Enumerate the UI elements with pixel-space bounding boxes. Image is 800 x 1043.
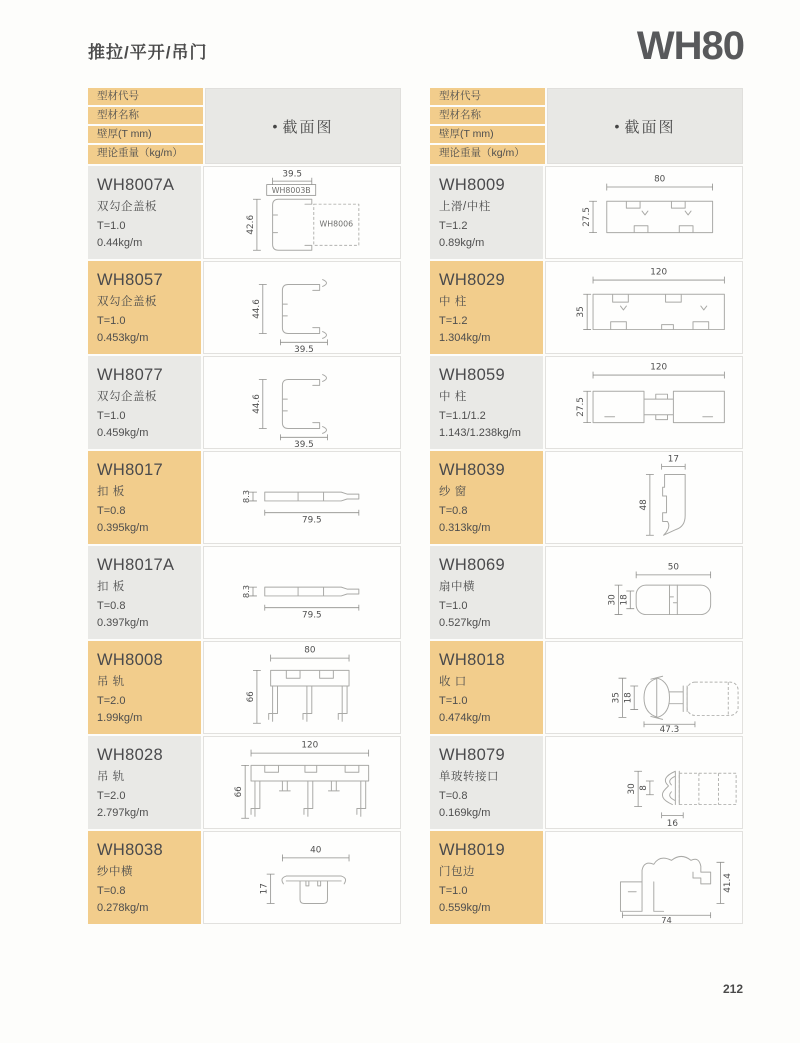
profile-thickness: T=1.0	[97, 315, 126, 327]
header-label-name: 型材名称	[88, 107, 203, 126]
header-label-weight: 理论重量（kg/m）	[88, 145, 203, 164]
dim-height: 8.3	[241, 584, 252, 598]
profile-shape	[663, 474, 686, 535]
dim-width: 39.5	[294, 344, 314, 354]
dim-width: 79.5	[301, 515, 322, 525]
header-label-name: 型材名称	[430, 107, 545, 126]
dim-width: 39.5	[294, 439, 314, 449]
dim-width: 40	[310, 845, 322, 856]
cross-section-drawing	[204, 452, 400, 544]
profile-thickness: T=1.0	[97, 220, 126, 232]
profile-diagram	[203, 451, 401, 544]
dim-width: 16	[666, 818, 679, 829]
series-title: WH80	[636, 24, 744, 68]
profile-name: 双勾企盖板	[97, 201, 157, 213]
page-header	[88, 26, 744, 66]
dim-inner: 18	[619, 593, 630, 605]
table-row	[88, 451, 401, 544]
profile-diagram	[545, 451, 743, 544]
profile-code: WH8029	[439, 271, 505, 289]
dim-width: 120	[650, 362, 668, 373]
profile-thickness: T=1.0	[439, 600, 468, 612]
header-labels	[430, 88, 545, 164]
profile-info	[430, 356, 543, 449]
cross-section-drawing	[546, 357, 742, 449]
cross-section-drawing	[546, 737, 742, 829]
profile-code: WH8069	[439, 556, 505, 574]
dim-inner: 8	[638, 784, 649, 791]
dim-width: 80	[304, 645, 316, 656]
dim-height: 42.6	[246, 214, 256, 235]
profile-thickness: T=1.2	[439, 220, 468, 232]
profile-shape	[607, 201, 713, 232]
table-row	[430, 546, 743, 639]
dim-height: 48	[638, 498, 649, 510]
ref-label: WH8003B	[271, 185, 311, 195]
profile-weight: 2.797kg/m	[97, 806, 149, 819]
section-diagram-header	[547, 88, 743, 164]
dim-width: 79.5	[301, 610, 322, 620]
profile-diagram	[203, 736, 401, 829]
profile-shape	[282, 279, 326, 338]
cross-section-drawing	[204, 167, 400, 259]
table-header	[430, 88, 743, 164]
cross-section-drawing	[546, 452, 742, 544]
dim-inner: 18	[623, 691, 634, 703]
cross-section-drawing	[204, 547, 400, 639]
profile-code: WH8028	[97, 746, 163, 764]
profile-info	[430, 261, 543, 354]
profile-shape	[593, 391, 724, 422]
dim-width: 47.3	[659, 724, 680, 734]
tables-container	[88, 88, 743, 926]
profile-info	[430, 546, 543, 639]
dim-height: 44.6	[251, 298, 262, 319]
profile-weight: 1.304kg/m	[439, 331, 491, 344]
profile-name: 双勾企盖板	[97, 296, 157, 308]
dim-height: 8.3	[241, 489, 252, 503]
section-diagram-header	[205, 88, 401, 164]
table-row	[88, 831, 401, 924]
header-label-code: 型材代号	[88, 88, 203, 107]
table-row	[430, 451, 743, 544]
header-label-thickness: 壁厚(T mm)	[88, 126, 203, 145]
table-row	[430, 641, 743, 734]
profile-diagram	[545, 546, 743, 639]
dim-height: 17	[259, 882, 270, 894]
profile-diagram	[545, 641, 743, 734]
profile-weight: 0.44kg/m	[97, 236, 143, 249]
header-label-code: 型材代号	[430, 88, 545, 107]
profile-diagram	[545, 736, 743, 829]
profile-name: 纱 窗	[439, 486, 467, 498]
profile-thickness: T=1.2	[439, 315, 468, 327]
profile-name: 吊 轨	[97, 676, 125, 688]
profile-table-left	[88, 88, 401, 926]
profile-name: 扣 板	[97, 486, 125, 498]
profile-weight: 0.527kg/m	[439, 616, 491, 629]
profile-thickness: T=2.0	[97, 695, 126, 707]
table-row	[88, 166, 401, 259]
profile-weight: 0.397kg/m	[97, 616, 149, 629]
table-row	[88, 356, 401, 449]
ref-label: WH8006	[319, 219, 354, 229]
bullet-icon: •	[614, 118, 620, 134]
cross-section-drawing	[204, 642, 400, 734]
header-label-thickness: 壁厚(T mm)	[430, 126, 545, 145]
category-title: 推拉/平开/吊门	[88, 43, 208, 62]
profile-code: WH8039	[439, 461, 505, 479]
profile-name: 扇中横	[439, 581, 475, 593]
profile-info	[430, 641, 543, 734]
profile-shape	[636, 585, 710, 614]
profile-weight: 0.459kg/m	[97, 426, 149, 439]
header-label-weight: 理论重量（kg/m）	[430, 145, 545, 164]
dim-height: 35	[576, 305, 587, 318]
profile-code: WH8079	[439, 746, 505, 764]
dim-height: 41.4	[723, 872, 734, 893]
profile-code: WH8057	[97, 271, 163, 289]
profile-diagram	[545, 356, 743, 449]
profile-shape	[644, 676, 738, 719]
profile-code: WH8059	[439, 366, 505, 384]
dim-width: 50	[667, 561, 680, 572]
profile-shape	[265, 587, 359, 596]
profile-shape	[593, 294, 724, 329]
section-diagram-label: 截面图	[624, 118, 676, 136]
profile-diagram	[203, 641, 401, 734]
bullet-icon: •	[272, 118, 278, 134]
header-labels	[88, 88, 203, 164]
cross-section-drawing	[546, 547, 742, 639]
profile-name: 中 柱	[439, 296, 467, 308]
profile-weight: 0.453kg/m	[97, 331, 149, 344]
dim-width: 74	[661, 914, 672, 924]
profile-info	[88, 831, 201, 924]
profile-name: 纱中横	[97, 866, 133, 878]
profile-code: WH8018	[439, 651, 505, 669]
dim-height: 30	[607, 593, 618, 605]
table-row	[88, 641, 401, 734]
dim-height: 30	[627, 782, 638, 794]
profile-code: WH8017	[97, 461, 163, 479]
profile-shape	[282, 876, 346, 903]
profile-code: WH8009	[439, 176, 505, 194]
table-row	[88, 736, 401, 829]
profile-weight: 0.395kg/m	[97, 521, 149, 534]
cross-section-drawing	[546, 262, 742, 354]
profile-diagram	[545, 831, 743, 924]
cross-section-drawing	[546, 642, 742, 734]
dim-height: 27.5	[582, 206, 593, 227]
profile-info	[430, 736, 543, 829]
dim-height: 35	[611, 691, 622, 703]
dim-height: 66	[234, 785, 245, 797]
cross-section-drawing	[204, 832, 400, 924]
profile-diagram	[203, 546, 401, 639]
table-row	[430, 736, 743, 829]
profile-shape	[662, 771, 736, 804]
profile-thickness: T=0.8	[97, 505, 126, 517]
profile-weight: 0.313kg/m	[439, 521, 491, 534]
profile-thickness: T=1.0	[439, 885, 468, 897]
table-row	[88, 261, 401, 354]
profile-thickness: T=0.8	[97, 600, 126, 612]
profile-info	[88, 641, 201, 734]
profile-shape	[620, 856, 710, 911]
profile-shape	[265, 492, 359, 501]
profile-name: 扣 板	[97, 581, 125, 593]
profile-thickness: T=1.0	[439, 695, 468, 707]
dim-width: 120	[301, 740, 319, 751]
cross-section-drawing	[546, 167, 742, 259]
dim-height: 66	[246, 690, 256, 702]
profile-info	[88, 736, 201, 829]
profile-weight: 1.99kg/m	[97, 711, 143, 724]
profile-name: 门包边	[439, 866, 475, 878]
profile-code: WH8008	[97, 651, 163, 669]
profile-diagram	[203, 356, 401, 449]
profile-table-right	[430, 88, 743, 926]
dim-width: 120	[650, 267, 668, 278]
table-row	[430, 831, 743, 924]
dim-width: 80	[654, 174, 666, 185]
profile-name: 双勾企盖板	[97, 391, 157, 403]
profile-info	[430, 166, 543, 259]
profile-info	[88, 546, 201, 639]
profile-diagram	[203, 166, 401, 259]
profile-info	[88, 166, 201, 259]
profile-diagram	[545, 261, 743, 354]
profile-thickness: T=0.8	[97, 885, 126, 897]
profile-info	[88, 356, 201, 449]
table-row	[430, 166, 743, 259]
dim-width: 39.5	[282, 169, 303, 180]
page-number: 212	[722, 982, 743, 996]
profile-name: 收 口	[439, 676, 467, 688]
profile-diagram	[545, 166, 743, 259]
section-diagram-label: 截面图	[282, 118, 334, 136]
profile-thickness: T=1.1/1.2	[439, 410, 486, 422]
dim-width: 17	[667, 454, 680, 465]
profile-info	[88, 451, 201, 544]
table-row	[430, 261, 743, 354]
profile-name: 中 柱	[439, 391, 467, 403]
profile-code: WH8017A	[97, 556, 175, 574]
profile-info	[88, 261, 201, 354]
profile-code: WH8007A	[97, 176, 175, 194]
table-row	[430, 356, 743, 449]
profile-thickness: T=0.8	[439, 505, 468, 517]
profile-name: 吊 轨	[97, 771, 125, 783]
dim-height: 44.6	[251, 393, 262, 414]
profile-info	[430, 831, 543, 924]
profile-thickness: T=0.8	[439, 790, 468, 802]
profile-thickness: T=1.0	[97, 410, 126, 422]
profile-code: WH8019	[439, 841, 505, 859]
profile-weight: 1.143/1.238kg/m	[439, 426, 521, 439]
profile-code: WH8038	[97, 841, 163, 859]
cross-section-drawing	[204, 737, 400, 829]
profile-info	[430, 451, 543, 544]
profile-diagram	[203, 831, 401, 924]
cross-section-drawing	[204, 357, 400, 449]
profile-shape	[269, 670, 349, 721]
profile-shape	[282, 374, 326, 433]
profile-thickness: T=2.0	[97, 790, 126, 802]
cross-section-drawing	[546, 832, 742, 924]
cross-section-drawing	[204, 262, 400, 354]
table-row	[88, 546, 401, 639]
profile-code: WH8077	[97, 366, 163, 384]
profile-weight: 0.474kg/m	[439, 711, 491, 724]
dim-height: 27.5	[576, 396, 587, 417]
profile-name: 上滑/中柱	[439, 201, 491, 213]
profile-name: 单玻转接口	[439, 771, 499, 783]
profile-weight: 0.169kg/m	[439, 806, 491, 819]
profile-shape	[251, 765, 369, 816]
table-header	[88, 88, 401, 164]
profile-weight: 0.89kg/m	[439, 236, 485, 249]
profile-weight: 0.559kg/m	[439, 901, 491, 914]
profile-weight: 0.278kg/m	[97, 901, 149, 914]
profile-diagram	[203, 261, 401, 354]
